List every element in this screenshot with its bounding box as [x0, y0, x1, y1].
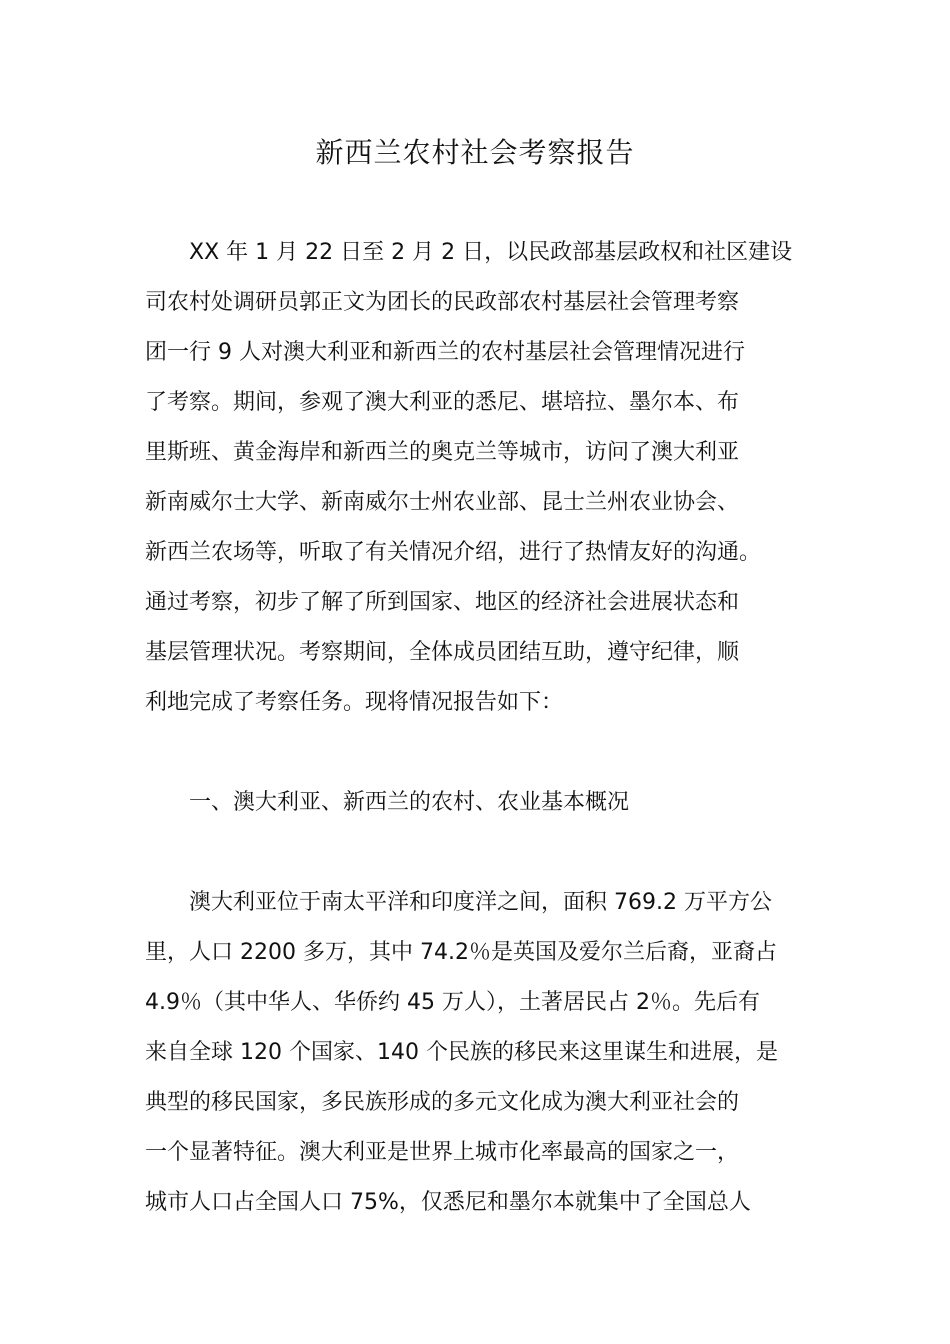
- paragraph-line: 一个显著特征。澳大利亚是世界上城市化率最高的国家之一，: [145, 1140, 740, 1165]
- paragraph-line: 来自全球 120 个国家、140 个民族的移民来这里谋生和进展，是: [145, 1040, 778, 1065]
- paragraph-line: 里，人口 2200 多万，其中 74.2％是英国及爱尔兰后裔，亚裔占: [145, 940, 777, 965]
- paragraph-line: 新南威尔士大学、新南威尔士州农业部、昆士兰州农业协会、: [145, 490, 740, 515]
- section-heading-text: 一、澳大利亚、新西兰的农村、农业基本概况: [189, 790, 630, 815]
- paragraph-line: 利地完成了考察任务。现将情况报告如下：: [145, 690, 564, 715]
- intro-paragraph: [145, 228, 815, 728]
- section-heading: [145, 778, 815, 828]
- paragraph-line: 团一行 9 人对澳大利亚和新西兰的农村基层社会管理情况进行: [145, 340, 745, 365]
- paragraph-line: 典型的移民国家，多民族形成的多元文化成为澳大利亚社会的: [145, 1090, 740, 1115]
- paragraph-line: 新西兰农场等，听取了有关情况介绍，进行了热情友好的沟通。: [145, 540, 762, 565]
- paragraph-line: 4.9％（其中华人、华侨约 45 万人），土著居民占 2％。先后有: [145, 990, 760, 1015]
- paragraph-line: XX 年 1 月 22 日至 2 月 2 日，以民政部基层政权和社区建设: [189, 240, 793, 265]
- paragraph-line: 司农村处调研员郭正文为团长的民政部农村基层社会管理考察: [145, 290, 740, 315]
- paragraph-line: 澳大利亚位于南太平洋和印度洋之间，面积 769.2 万平方公: [189, 890, 772, 915]
- section-paragraph: [145, 878, 815, 1228]
- document-title: 新西兰农村社会考察报告: [315, 136, 635, 169]
- paragraph-line: 了考察。期间，参观了澳大利亚的悉尼、堪培拉、墨尔本、布: [145, 390, 740, 415]
- paragraph-line: 基层管理状况。考察期间，全体成员团结互助，遵守纪律，顺: [145, 640, 740, 665]
- document-body: [145, 228, 815, 1228]
- paragraph-line: 里斯班、黄金海岸和新西兰的奥克兰等城市，访问了澳大利亚: [145, 440, 740, 465]
- paragraph-line: 城市人口占全国人口 75%，仅悉尼和墨尔本就集中了全国总人: [145, 1190, 751, 1215]
- paragraph-line: 通过考察，初步了解了所到国家、地区的经济社会进展状态和: [145, 590, 740, 615]
